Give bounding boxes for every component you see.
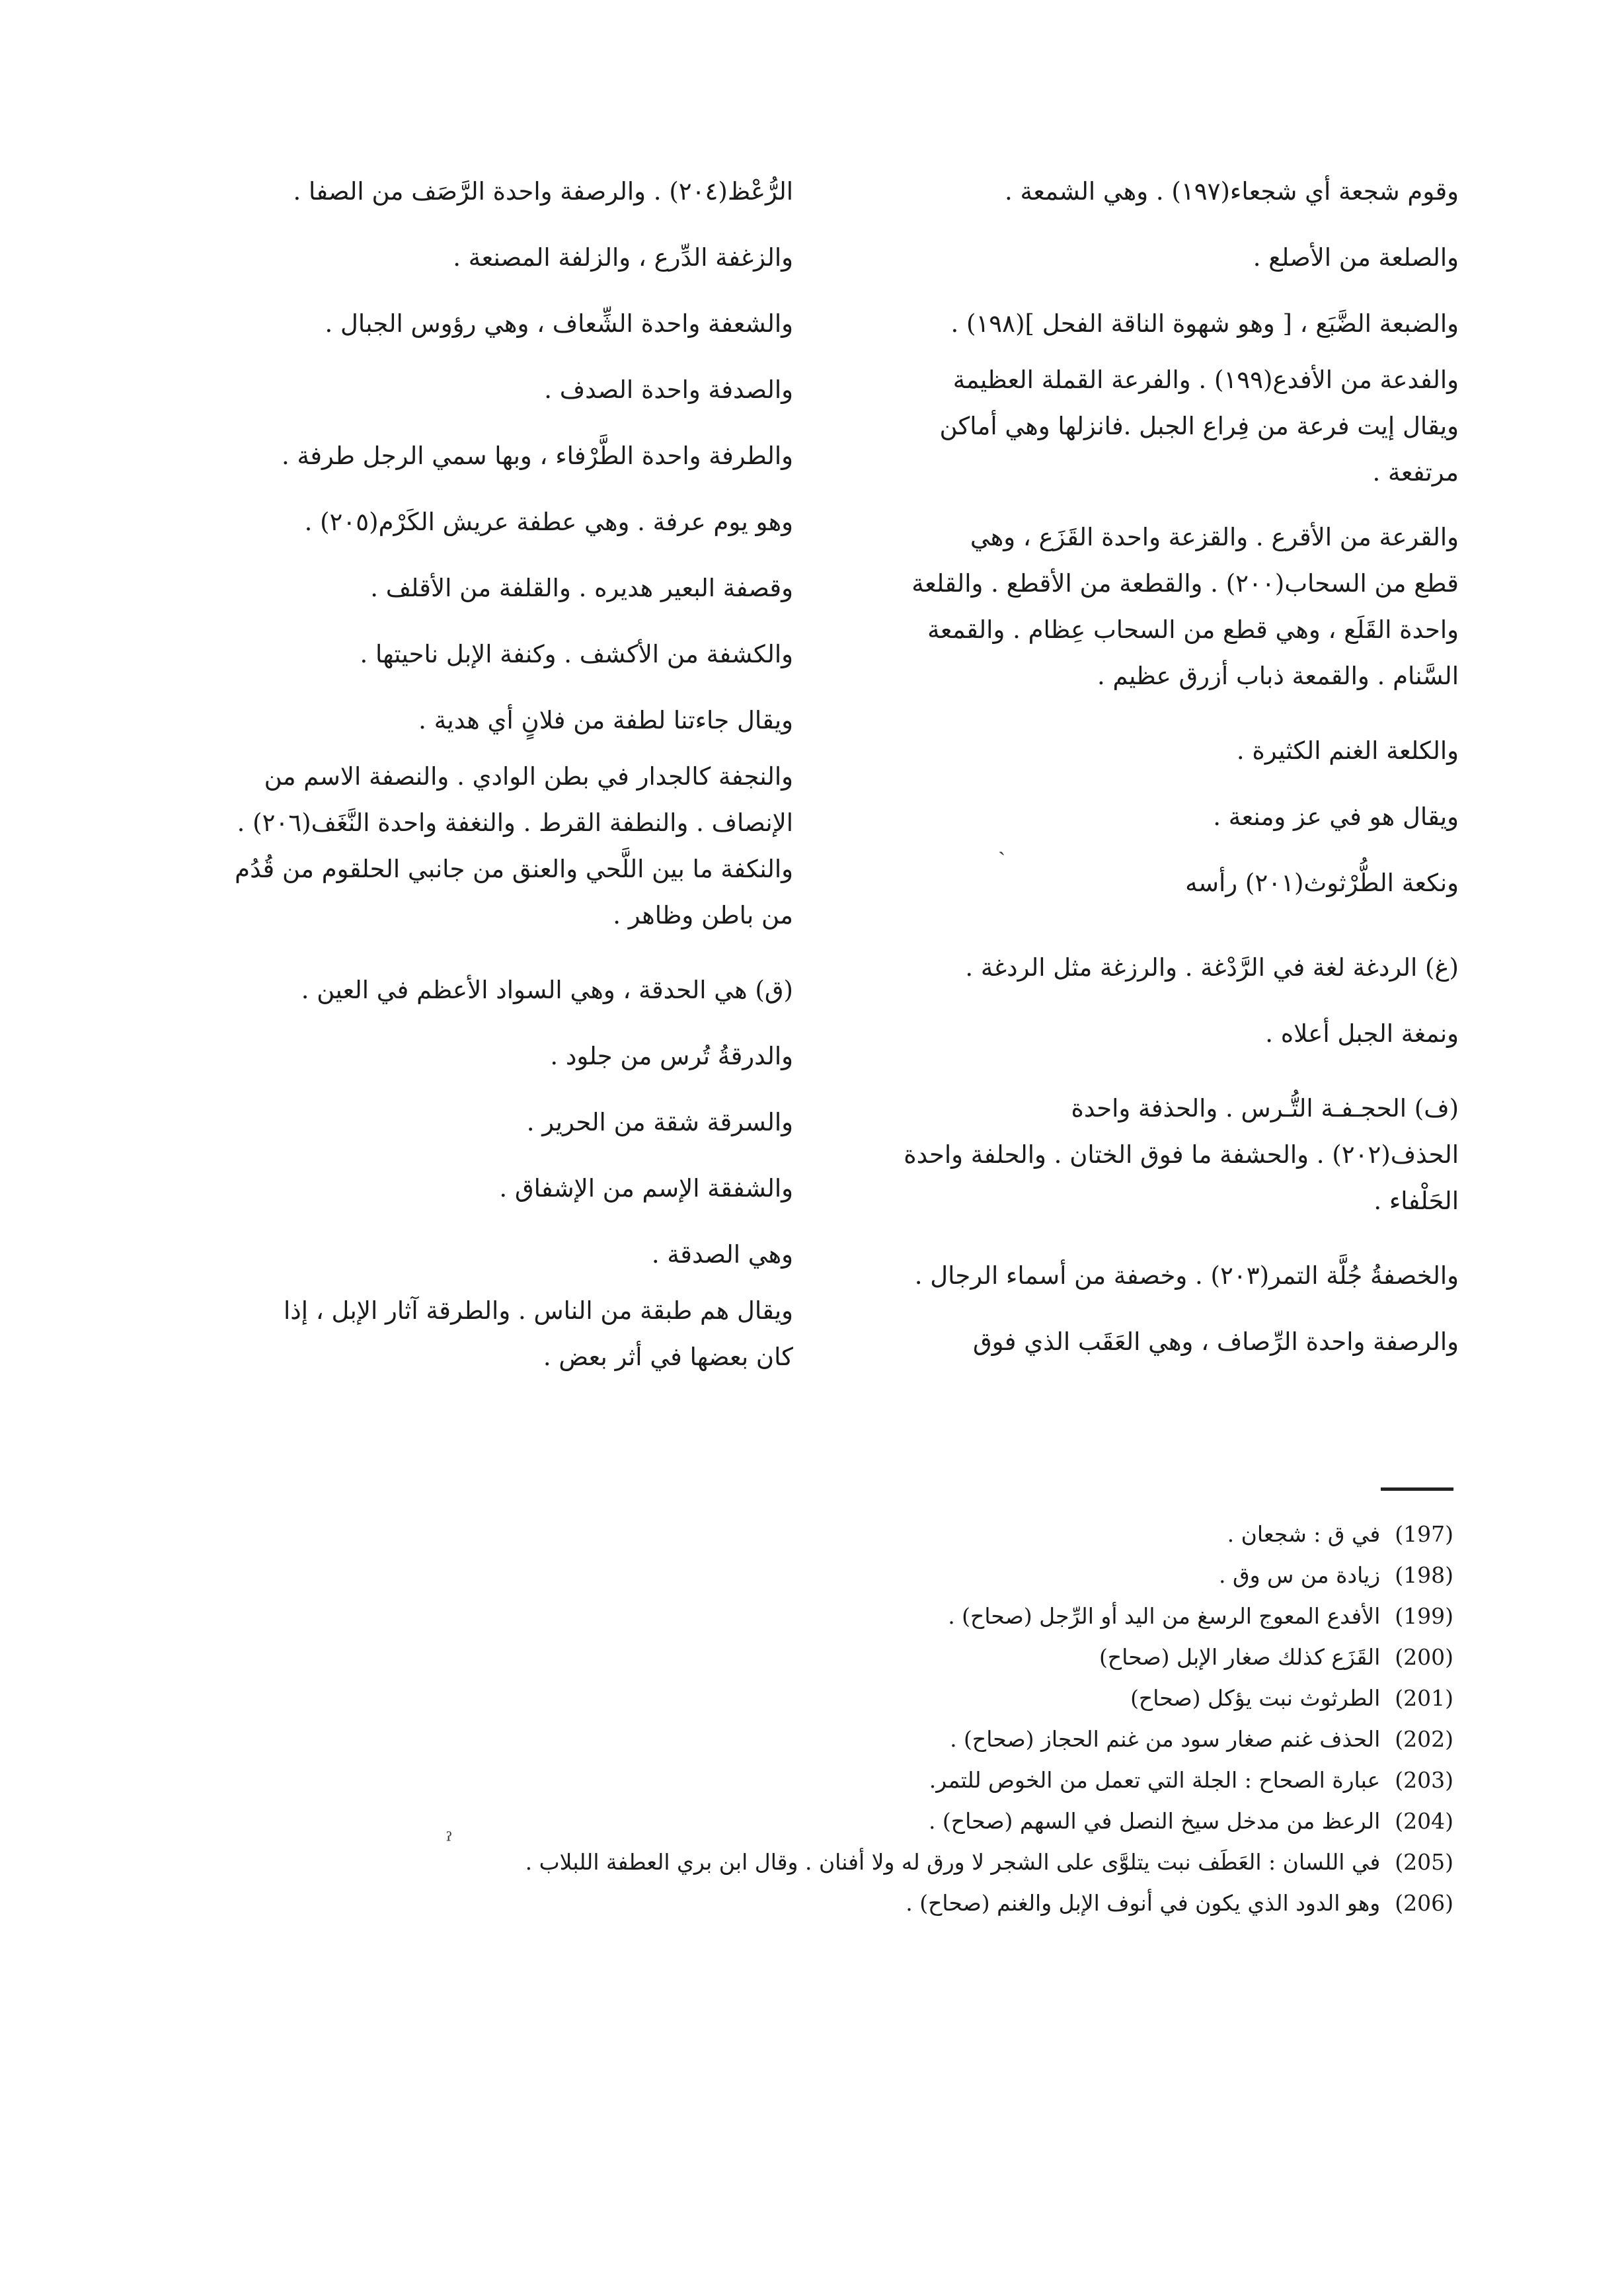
footnote bbox=[132, 1637, 1453, 1678]
text-line: والكشفة من الأكشف . وكنفة الإبل ناحيتها . bbox=[360, 640, 793, 668]
footnote bbox=[132, 1842, 1453, 1883]
text-line: وقصفة البعير هديره . والقلفة من الأقلف . bbox=[370, 574, 793, 602]
footnote-divider bbox=[1381, 1487, 1453, 1491]
footnote-text: في اللسان : العَطَف نبت يتلوَّى على الشجر لا ورق له ولا أفنان . وقال ابن بري العطفة اللبلاب . bbox=[525, 1849, 1381, 1875]
footnote-text: في ق : شجعان . bbox=[1227, 1521, 1381, 1547]
text-line: والفدعة من الأفدع(١٩٩) . والفرعة القملة العظيمة bbox=[952, 366, 1459, 394]
paragraph-gap bbox=[185, 939, 793, 957]
text-line: والشعفة واحدة الشِّعاف ، وهي رؤوس الجبال . bbox=[325, 309, 793, 338]
footnote-number: (201) bbox=[1395, 1685, 1453, 1711]
text-line: والزغفة الدِّرع ، والزلفة المصنعة . bbox=[453, 243, 793, 272]
text-line: والدرقةُ تُرس من جلود . bbox=[550, 1042, 793, 1070]
footnote-text: الطرثوث نبت يؤكل (صحاح) bbox=[1130, 1685, 1381, 1711]
footnote-text: الرعظ من مدخل سيخ النصل في السهم (صحاح) . bbox=[928, 1808, 1381, 1834]
footnote bbox=[132, 1678, 1453, 1719]
paragraph-gap bbox=[831, 699, 1459, 718]
footnote-number: (205) bbox=[1395, 1849, 1453, 1875]
footnote bbox=[132, 1801, 1453, 1842]
text-line: واحدة القَلَع ، وهي قطع من السحاب عِظام . والقمعة bbox=[927, 615, 1459, 644]
text-line: (ف) الحجـفـة التُّـرس . والحذفة واحدة bbox=[1071, 1094, 1459, 1123]
footnote-text: القَزَع كذلك صغار الإبل (صحاح) bbox=[1099, 1644, 1381, 1670]
text-line: والخصفةُ جُلَّة التمر(٢٠٣) . وخصفة من أسماء الرجال . bbox=[914, 1261, 1459, 1290]
footnote-number: (204) bbox=[1395, 1808, 1453, 1834]
stray-mark: ˀ bbox=[446, 1828, 453, 1854]
text-line: وهو يوم عرفة . وهي عطفة عريش الكَرْم(٢٠٥) . bbox=[304, 508, 793, 536]
text-line: والنجفة كالجدار في بطن الوادي . والنصفة الاسم من bbox=[264, 762, 793, 791]
text-line: مرتفعة . bbox=[1372, 458, 1459, 487]
footnote-text: عبارة الصحاح : الجلة التي تعمل من الخوص للتمر. bbox=[929, 1767, 1381, 1793]
footnote bbox=[132, 1883, 1453, 1924]
text-line: (ق) هي الحدقة ، وهي السواد الأعظم في العين . bbox=[301, 976, 793, 1004]
text-line: والكلعة الغنم الكثيرة . bbox=[1236, 736, 1459, 765]
footnote-text: زيادة من س وق . bbox=[1219, 1562, 1381, 1588]
footnote bbox=[132, 1514, 1453, 1555]
footnote bbox=[132, 1760, 1453, 1801]
text-line: الحَلْفاء . bbox=[1373, 1187, 1459, 1215]
text-line: والسرقة شقة من الحرير . bbox=[526, 1108, 793, 1136]
footnote-number: (200) bbox=[1395, 1644, 1453, 1670]
footnote-number: (203) bbox=[1395, 1767, 1453, 1793]
paragraph-gap bbox=[831, 916, 1459, 935]
footnote-text: وهو الدود الذي يكون في أنوف الإبل والغنم (صحاح) . bbox=[906, 1890, 1381, 1916]
paragraph-gap bbox=[831, 1224, 1459, 1243]
text-line: الرُّعْظ(٢٠٤) . والرصفة واحدة الرَّصَف من الصفا . bbox=[293, 177, 793, 206]
footnotes-section bbox=[132, 1514, 1453, 1924]
paragraph-gap bbox=[831, 496, 1459, 514]
text-line: قطع من السحاب(٢٠٠) . والقطعة من الأقطع . والقلعة bbox=[911, 569, 1459, 598]
text-line: ونمغة الجبل أعلاه . bbox=[1265, 1019, 1459, 1048]
footnote-number: (202) bbox=[1395, 1726, 1453, 1752]
paragraph-gap bbox=[831, 1067, 1459, 1086]
text-line: والصدفة واحدة الصدف . bbox=[544, 376, 793, 404]
text-line: ويقال إيت فرعة من فِراع الجبل .فانزلها وهي أماكن bbox=[939, 412, 1459, 440]
footnote-text: الحذف غنم صغار سود من غنم الحجاز (صحاح) . bbox=[950, 1726, 1381, 1752]
footnote-number: (206) bbox=[1395, 1890, 1453, 1916]
text-line: والشفقة الإسم من الإشفاق . bbox=[499, 1174, 793, 1203]
footnote bbox=[132, 1596, 1453, 1637]
text-line: من باطن وظاهر . bbox=[613, 901, 793, 930]
text-line: الإنصاف . والنطفة القرط . والنغفة واحدة النَّغَف(٢٠٦) . bbox=[237, 809, 793, 837]
footnote-number: (199) bbox=[1395, 1603, 1453, 1629]
text-line: السَّنام . والقمعة ذباب أزرق عظيم . bbox=[1097, 662, 1459, 690]
text-column-left bbox=[185, 159, 793, 1380]
text-line: (غ) الردغة لغة في الرَّدْغة . والرزغة مثل الردغة . bbox=[965, 953, 1459, 982]
stray-mark: ˏ bbox=[998, 830, 1006, 856]
text-line: ويقال هو في عز ومنعة . bbox=[1213, 803, 1459, 831]
text-line: والرصفة واحدة الرِّصاف ، وهي العَقَب الذي فوق bbox=[972, 1327, 1459, 1356]
text-line: ويقال جاءتنا لطفة من فلانٍ أي هدية . bbox=[418, 706, 793, 734]
text-line: والنكفة ما بين اللَّحي والعنق من جانبي الحلقوم من قُدُم bbox=[235, 855, 793, 883]
text-line: والصلعة من الأصلع . bbox=[1253, 243, 1459, 272]
footnote bbox=[132, 1719, 1453, 1760]
footnote bbox=[132, 1555, 1453, 1596]
footnote-number: (198) bbox=[1395, 1562, 1453, 1588]
text-line: والطرفة واحدة الطَّرْفاء ، وبها سمي الرجل طرفة . bbox=[282, 442, 793, 470]
text-line: وهي الصدقة . bbox=[651, 1240, 793, 1269]
text-line: كان بعضها في أثر بعض . bbox=[543, 1343, 793, 1371]
text-line: والقرعة من الأقرع . والقزعة واحدة القَزَع ، وهي bbox=[970, 523, 1459, 551]
text-line: وقوم شجعة أي شجعاء(١٩٧) . وهي الشمعة . bbox=[1005, 177, 1459, 206]
text-line: ويقال هم طبقة من الناس . والطرقة آثار الإبل ، إذا bbox=[284, 1296, 793, 1325]
text-line: الحذف(٢٠٢) . والحشفة ما فوق الختان . والحلفة واحدة bbox=[904, 1140, 1459, 1169]
footnote-number: (197) bbox=[1395, 1521, 1453, 1547]
footnote-text: الأفدع المعوج الرسغ من اليد أو الرِّجل (صحاح) . bbox=[948, 1603, 1381, 1629]
text-line: والضبعة الضَّبَع ، [ وهو شهوة الناقة الفحل ](١٩٨) . bbox=[950, 309, 1459, 338]
text-line: ونكعة الطُّرْثوث(٢٠١) رأسه bbox=[1185, 869, 1459, 897]
text-column-right bbox=[831, 159, 1459, 1375]
